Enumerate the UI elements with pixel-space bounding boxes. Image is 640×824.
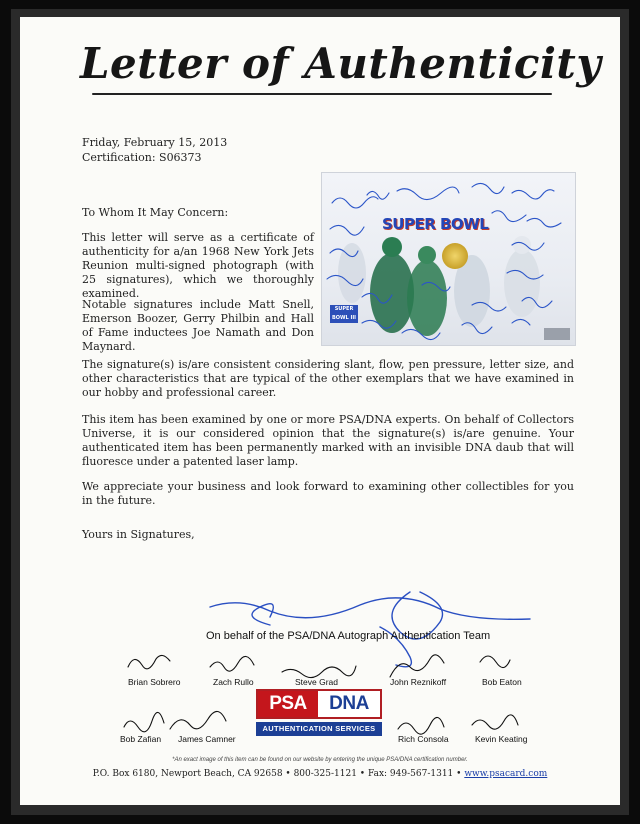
signer-name: John Reznikoff xyxy=(390,677,447,687)
psa-dna-logo xyxy=(256,689,382,739)
signer-name: Steve Grad xyxy=(295,677,338,687)
footnote: *An exact image of this item can be found on our website by entering the unique PSA/DNA certification number. xyxy=(172,757,468,763)
footer-address: P.O. Box 6180, Newport Beach, CA 92658 • 800-325-1121 • Fax: 949-567-1311 • xyxy=(92,769,465,779)
paragraph-notable-signatures: Notable signatures include Matt Snell, Emerson Boozer, Gerry Philbin and Hall of Fame inductees Joe Namath and Don Maynard. xyxy=(82,298,314,353)
psa-dna-logo-box xyxy=(256,689,382,719)
psa-logo-text: PSA xyxy=(258,691,318,717)
signer-name: Rich Consola xyxy=(398,734,449,744)
signer-name: Bob Zafian xyxy=(120,734,162,744)
letter-title: Letter of Authenticity xyxy=(80,39,602,88)
super-bowl-iii-mini-logo: SUPER BOWL III xyxy=(331,306,357,321)
dna-logo-text: DNA xyxy=(318,691,380,717)
letter-page xyxy=(20,17,620,805)
paragraph-appreciation: We appreciate your business and look forward to examining other collectibles for you in the future. xyxy=(82,480,574,507)
signer-name: James Camner xyxy=(178,734,236,744)
footer-contact xyxy=(80,769,560,779)
letter-date: Friday, February 15, 2013 xyxy=(82,136,228,149)
authentication-services-label: AUTHENTICATION SERVICES xyxy=(256,722,382,736)
paragraph-examination: This item has been examined by one or more PSA/DNA experts. On behalf of Collectors Universe, it is our considered opinion that the signature(s) is/are genuine. Your authenticated item has been permanently marked with an invisible DNA daub that will fluoresce under a patented laser lamp. xyxy=(82,413,574,468)
closing: Yours in Signatures, xyxy=(82,528,195,541)
authentication-team-line: On behalf of the PSA/DNA Autograph Authentication Team xyxy=(206,630,491,642)
signer-name: Zach Rullo xyxy=(213,677,254,687)
signer-name: Bob Eaton xyxy=(482,677,522,687)
paragraph-certificate: This letter will serve as a certificate of authenticity for a/an 1968 New York Jets Reunion multi-signed photograph (with 25 signatures), which we thoroughly examined. xyxy=(82,231,314,300)
certification-number: Certification: S06373 xyxy=(82,151,202,164)
paragraph-consistency: The signature(s) is/are consistent considering slant, flow, pen pressure, letter size, and other characteristics that are typical of the other exemplars that we have examined in our hobby and professional career. xyxy=(82,358,574,399)
super-bowl-logo: SUPER BOWL xyxy=(382,215,489,233)
signer-name: Brian Sobrero xyxy=(128,677,181,687)
website-link[interactable]: www.psacard.com xyxy=(464,769,548,779)
signer-name: Kevin Keating xyxy=(475,734,528,744)
salutation: To Whom It May Concern: xyxy=(82,206,229,219)
